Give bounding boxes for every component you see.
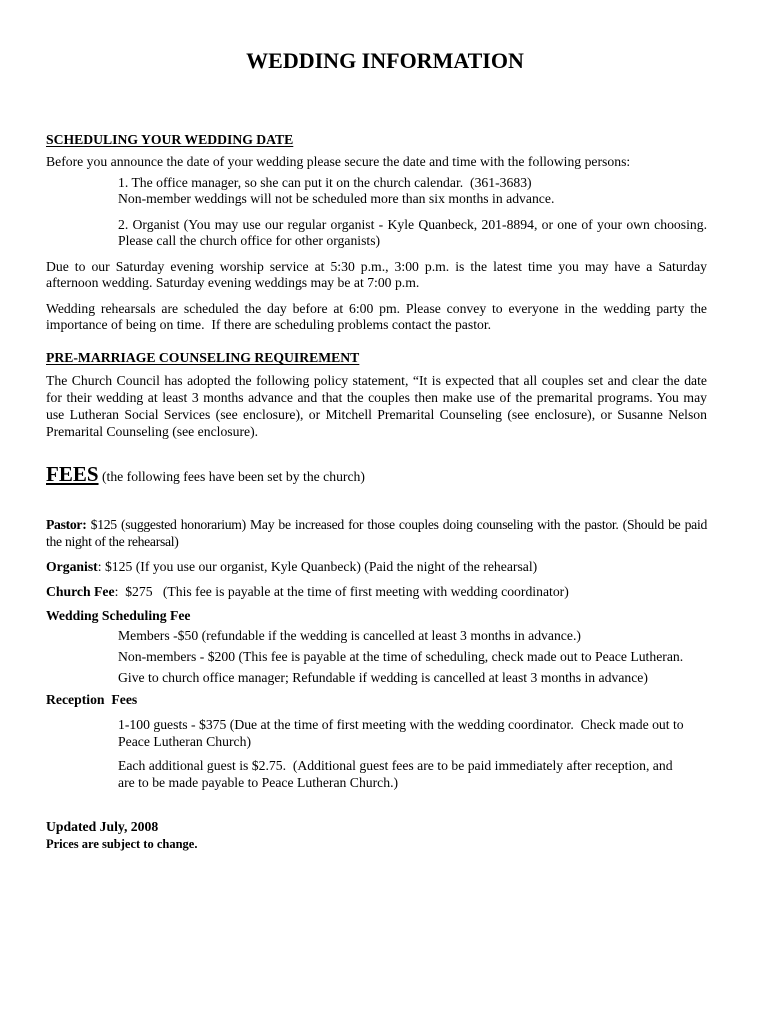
document-title: WEDDING INFORMATION <box>246 48 524 73</box>
fees-heading-row <box>46 461 707 490</box>
policy-line-3: use Lutheran Social Services (see enclosure), or Mitchell Premarital Counseling (see enclosure), or Susanne Nelson <box>46 407 707 422</box>
reception-fee-additional-line-1: Each additional guest is $2.75. (Additional guest fees are to be paid immediately after reception, and <box>118 758 673 773</box>
contact-organist-line-1: 2. Organist (You may use our regular organist - Kyle Quanbeck, 201-8894, or one of your own choosing. <box>118 217 707 232</box>
scheduling-fee-members: Members -$50 (refundable if the wedding is cancelled at least 3 months in advance.) <box>118 628 581 643</box>
organist-fee-text: : $125 (If you use our organist, Kyle Quanbeck) (Paid the night of the rehearsal) <box>97 559 538 574</box>
reception-fee-additional-line-2: are to be made payable to Peace Lutheran Church.) <box>118 775 399 790</box>
pastor-fee-line-2: the night of the rehearsal) <box>46 534 179 549</box>
scheduling-heading: SCHEDULING YOUR WEDDING DATE <box>46 132 294 147</box>
church-fee-row <box>46 584 707 600</box>
reception-fee-guests-line-1: 1-100 guests - $375 (Due at the time of first meeting with the wedding coordinator. Check made out to <box>118 717 684 732</box>
policy-line-2: for their wedding at least 3 months advance and that the couples then make use of the premarital programs. You may <box>46 390 707 405</box>
saturday-note-line-1: Due to our Saturday evening worship service at 5:30 p.m., 3:00 p.m. is the latest time you may have a Saturday <box>46 259 707 274</box>
reception-fee-guests-line-2: Peace Lutheran Church) <box>118 734 252 749</box>
contact-office-manager-line-1: 1. The office manager, so she can put it on the church calendar. (361-3683) <box>118 175 532 190</box>
pastor-fee-line-1 <box>46 517 707 533</box>
contact-organist-line-2: Please call the church office for other organists) <box>118 233 381 248</box>
church-fee-text: : $275 (This fee is payable at the time of first meeting with wedding coordinator) <box>114 584 569 599</box>
policy-line-4: Premarital Counseling (see enclosure). <box>46 424 259 439</box>
fees-note: (the following fees have been set by the church) <box>101 469 365 484</box>
church-fee-label: Church Fee <box>46 584 115 599</box>
contact-office-manager-line-2: Non-member weddings will not be scheduled more than six months in advance. <box>118 191 555 206</box>
pastor-fee-text: $125 (suggested honorarium) May be increased for those couples doing counseling with the pastor. (Should be paid <box>90 517 707 532</box>
rehearsal-note-line-1: Wedding rehearsals are scheduled the day before at 6:00 pm. Please convey to everyone in the wedding party the <box>46 301 707 316</box>
saturday-note-line-2: afternoon wedding. Saturday evening weddings may be at 7:00 p.m. <box>46 275 420 290</box>
pastor-fee-label: Pastor: <box>46 517 87 532</box>
scheduling-intro: Before you announce the date of your wedding please secure the date and time with the following persons: <box>46 154 631 169</box>
fees-heading: FEES <box>46 462 99 486</box>
policy-line-1: The Church Council has adopted the following policy statement, “It is expected that all couples set and clear the date <box>46 373 707 388</box>
scheduling-fee-label: Wedding Scheduling Fee <box>46 608 191 623</box>
counseling-heading: PRE-MARRIAGE COUNSELING REQUIREMENT <box>46 350 360 365</box>
rehearsal-note-line-2: importance of being on time. If there are scheduling problems contact the pastor. <box>46 317 492 332</box>
organist-fee-row <box>46 559 707 575</box>
scheduling-fee-non-members: Non-members - $200 (This fee is payable at the time of scheduling, check made out to Peace Lutheran. <box>118 649 684 664</box>
updated-date: Updated July, 2008 <box>46 819 159 834</box>
organist-fee-label: Organist <box>46 559 98 574</box>
price-disclaimer: Prices are subject to change. <box>46 837 198 851</box>
reception-fees-label: Reception Fees <box>46 692 138 707</box>
scheduling-fee-non-members-note: Give to church office manager; Refundable if wedding is cancelled at least 3 months in advance) <box>118 670 648 685</box>
